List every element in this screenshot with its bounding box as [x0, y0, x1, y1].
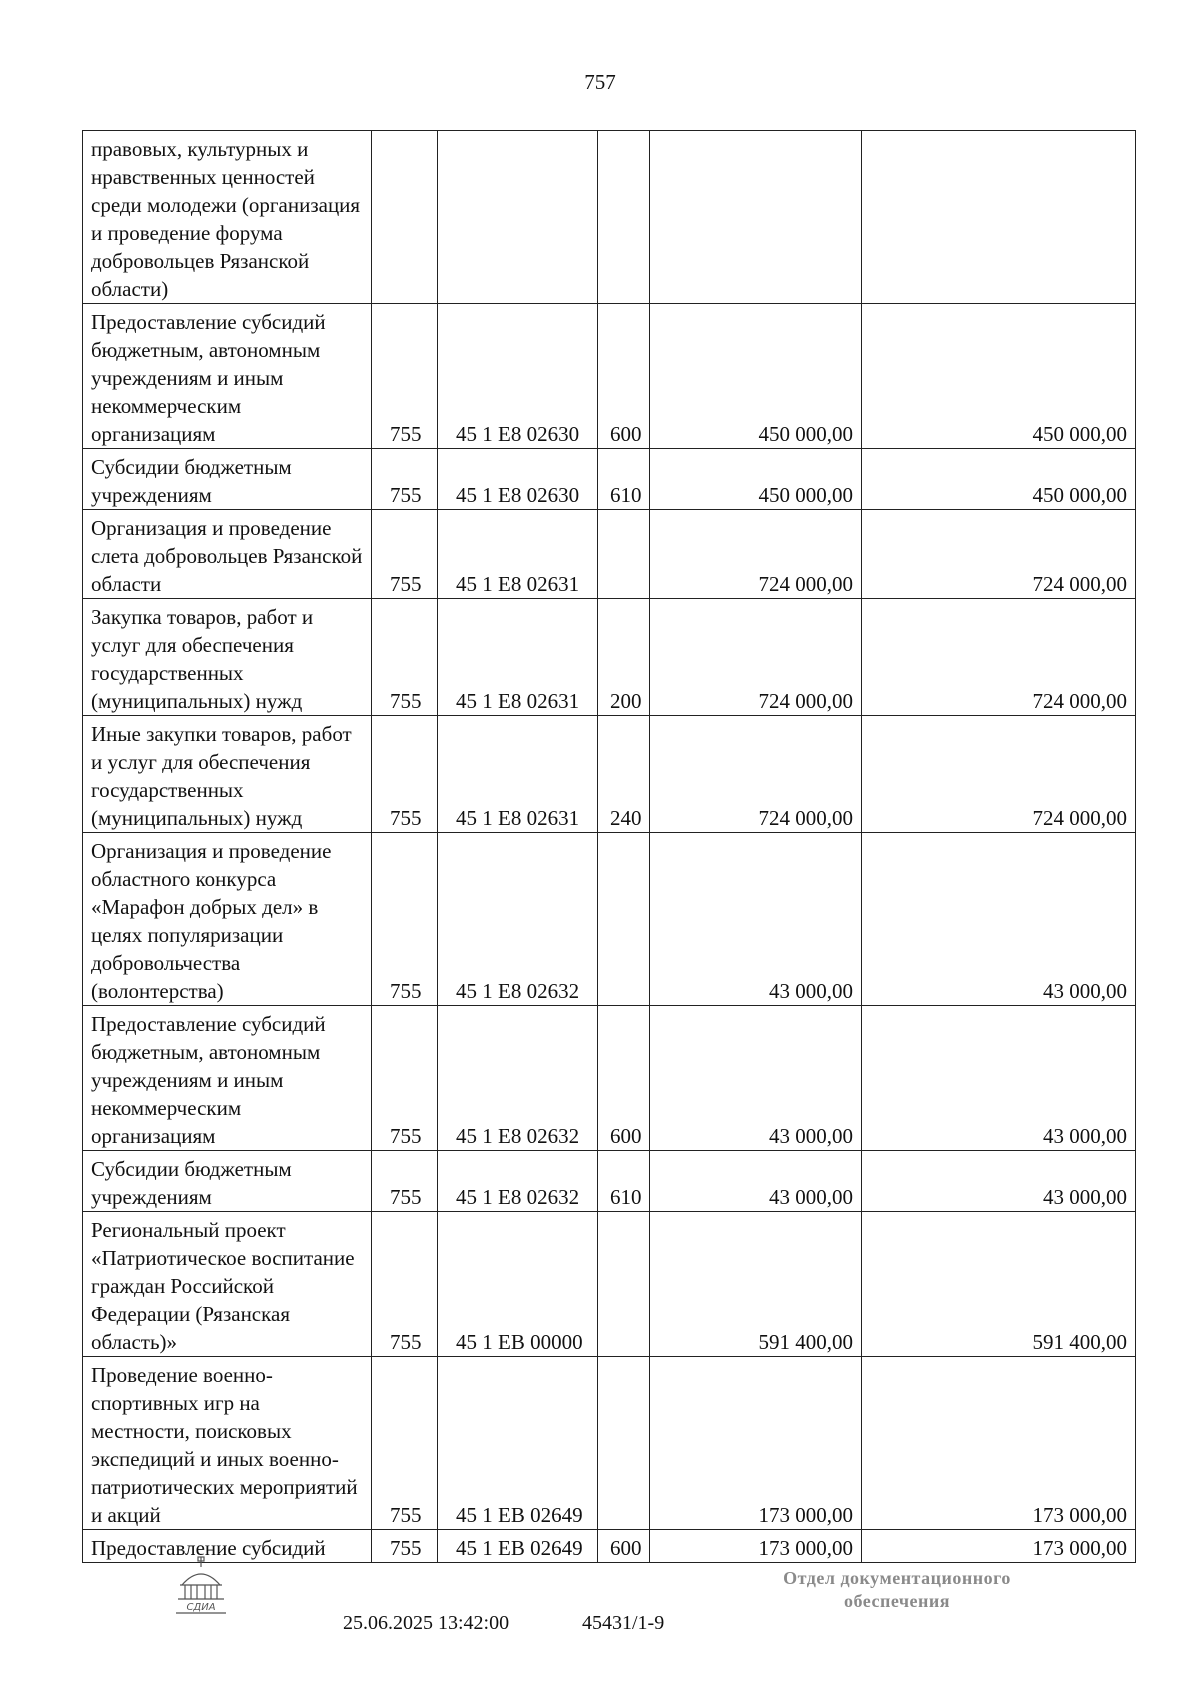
budget-table	[82, 130, 1136, 1563]
table-row	[83, 599, 1136, 716]
footer-doc-code: 45431/1-9	[582, 1612, 665, 1634]
row-sum-1: 173 000,00	[650, 1530, 862, 1563]
row-sum-1: 724 000,00	[650, 599, 862, 716]
row-sum-2: 173 000,00	[862, 1357, 1136, 1530]
row-expense-type: 610	[598, 1151, 650, 1212]
row-name: Субсидии бюджетным учреждениям	[83, 1151, 372, 1212]
row-sum-2: 43 000,00	[862, 1006, 1136, 1151]
row-ministry-code: 755	[372, 716, 438, 833]
row-ministry-code: 755	[372, 510, 438, 599]
row-ministry-code: 755	[372, 449, 438, 510]
row-ministry-code: 755	[372, 599, 438, 716]
row-sum-1: 591 400,00	[650, 1212, 862, 1357]
row-ministry-code: 755	[372, 304, 438, 449]
row-name: Предоставление субсидий бюджетным, автономным учреждениям и иным некоммерческим организациям	[83, 1006, 372, 1151]
row-name: Организация и проведение слета добровольцев Рязанской области	[83, 510, 372, 599]
row-target-code: 45 1 EB 00000	[438, 1212, 598, 1357]
row-sum-2: 724 000,00	[862, 716, 1136, 833]
row-name: Региональный проект «Патриотическое воспитание граждан Российской Федерации (Рязанская область)»	[83, 1212, 372, 1357]
table-row	[83, 1357, 1136, 1530]
row-sum-1	[650, 131, 862, 304]
row-target-code: 45 1 E8 02630	[438, 449, 598, 510]
row-sum-1: 43 000,00	[650, 1006, 862, 1151]
row-name: Проведение военно-спортивных игр на местности, поисковых экспедиций и иных военно-патриотических мероприятий и акций	[83, 1357, 372, 1530]
row-sum-1: 43 000,00	[650, 1151, 862, 1212]
page-number: 757	[584, 70, 616, 94]
row-target-code: 45 1 EB 02649	[438, 1357, 598, 1530]
row-name: Организация и проведение областного конкурса «Марафон добрых дел» в целях популяризации добровольчества (волонтерства)	[83, 833, 372, 1006]
row-expense-type	[598, 833, 650, 1006]
row-sum-2: 43 000,00	[862, 833, 1136, 1006]
row-name: Предоставление субсидий бюджетным, автономным учреждениям и иным некоммерческим организациям	[83, 304, 372, 449]
row-sum-1: 173 000,00	[650, 1357, 862, 1530]
row-ministry-code: 755	[372, 1212, 438, 1357]
row-target-code: 45 1 E8 02632	[438, 833, 598, 1006]
row-expense-type: 200	[598, 599, 650, 716]
row-target-code: 45 1 EB 02649	[438, 1530, 598, 1563]
row-name: правовых, культурных и нравственных ценностей среди молодежи (организация и проведение форума добровольцев Рязанской области)	[83, 131, 372, 304]
row-expense-type: 600	[598, 1006, 650, 1151]
row-target-code: 45 1 E8 02631	[438, 599, 598, 716]
row-ministry-code: 755	[372, 1357, 438, 1530]
table-row	[83, 716, 1136, 833]
row-sum-1: 724 000,00	[650, 510, 862, 599]
row-target-code: 45 1 E8 02630	[438, 304, 598, 449]
row-expense-type	[598, 1212, 650, 1357]
row-sum-2: 450 000,00	[862, 449, 1136, 510]
row-expense-type	[598, 1357, 650, 1530]
row-sum-2: 43 000,00	[862, 1151, 1136, 1212]
row-expense-type: 610	[598, 449, 650, 510]
table-row	[83, 131, 1136, 304]
row-target-code: 45 1 E8 02631	[438, 510, 598, 599]
row-name: Иные закупки товаров, работ и услуг для обеспечения государственных (муниципальных) нужд	[83, 716, 372, 833]
row-sum-2: 724 000,00	[862, 510, 1136, 599]
row-ministry-code: 755	[372, 1530, 438, 1563]
table-row	[83, 304, 1136, 449]
table-row	[83, 449, 1136, 510]
row-ministry-code: 755	[372, 1151, 438, 1212]
row-expense-type	[598, 510, 650, 599]
row-expense-type	[598, 131, 650, 304]
department-stamp: Отдел документационного обеспечения	[783, 1568, 1011, 1611]
row-ministry-code: 755	[372, 1006, 438, 1151]
row-target-code: 45 1 E8 02632	[438, 1006, 598, 1151]
row-sum-1: 43 000,00	[650, 833, 862, 1006]
row-target-code: 45 1 E8 02632	[438, 1151, 598, 1212]
table-row	[83, 1006, 1136, 1151]
row-sum-1: 724 000,00	[650, 716, 862, 833]
row-sum-2: 724 000,00	[862, 599, 1136, 716]
row-sum-1: 450 000,00	[650, 449, 862, 510]
table-row	[83, 1212, 1136, 1357]
row-sum-1: 450 000,00	[650, 304, 862, 449]
row-name: Субсидии бюджетным учреждениям	[83, 449, 372, 510]
building-logo-icon	[172, 1555, 230, 1617]
table-body	[83, 131, 1136, 1563]
row-sum-2	[862, 131, 1136, 304]
row-sum-2: 591 400,00	[862, 1212, 1136, 1357]
row-sum-2: 450 000,00	[862, 304, 1136, 449]
table-row	[83, 1151, 1136, 1212]
row-name: Закупка товаров, работ и услуг для обеспечения государственных (муниципальных) нужд	[83, 599, 372, 716]
row-ministry-code	[372, 131, 438, 304]
row-name: Предоставление субсидий	[83, 1530, 372, 1563]
row-sum-2: 173 000,00	[862, 1530, 1136, 1563]
table-row	[83, 1530, 1136, 1563]
table-row	[83, 510, 1136, 599]
svg-text:СДИА: СДИА	[186, 1602, 216, 1613]
table-row	[83, 833, 1136, 1006]
row-expense-type: 240	[598, 716, 650, 833]
row-expense-type: 600	[598, 1530, 650, 1563]
row-target-code	[438, 131, 598, 304]
footer-datetime: 25.06.2025 13:42:00	[343, 1612, 510, 1634]
row-ministry-code: 755	[372, 833, 438, 1006]
row-target-code: 45 1 E8 02631	[438, 716, 598, 833]
row-expense-type: 600	[598, 304, 650, 449]
